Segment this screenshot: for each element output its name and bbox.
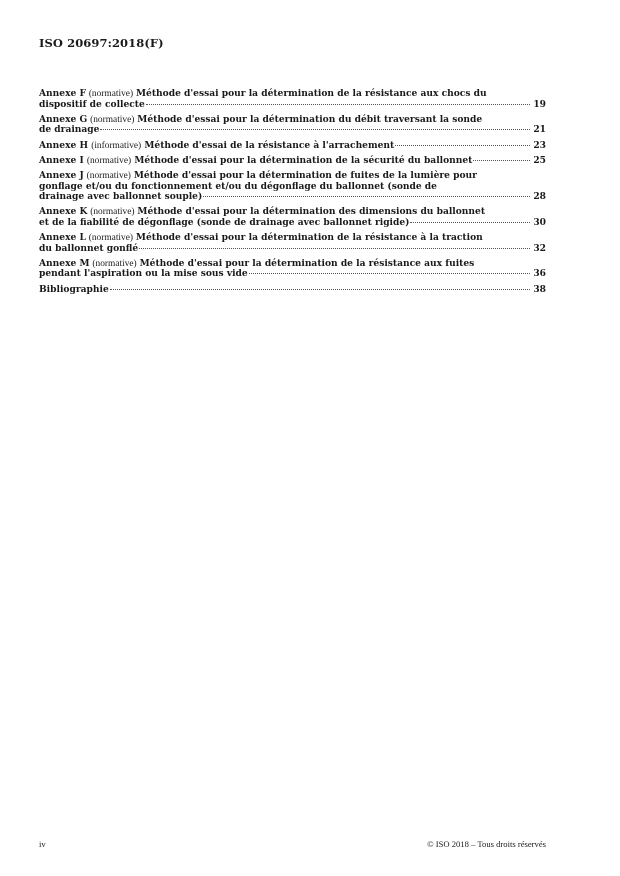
dot-leader (100, 129, 530, 130)
dot-leader (110, 289, 530, 290)
toc-annex-label: Annexe H (39, 139, 89, 151)
toc-annex-kind: (normative) (88, 233, 134, 244)
toc-page-number: 21 (533, 124, 546, 136)
toc-entry[interactable] (39, 171, 546, 203)
toc-entry[interactable] (39, 259, 546, 280)
toc-title-line: Méthode d'essai de la résistance à l'arrachement (144, 139, 395, 151)
toc-annex-label: Annexe J (39, 169, 84, 181)
toc-annex-kind: (normative) (86, 170, 131, 181)
toc-annex-label: Annexe M (39, 257, 90, 269)
toc-annex-kind: (normative) (90, 207, 135, 218)
copyright-notice: © ISO 2018 – Tous droits réservés (427, 839, 546, 849)
toc-title-line: gonflage et/ou du fonctionnement et/ou du dégonflage du ballonnet (sonde de (39, 180, 437, 192)
dot-leader (410, 222, 530, 223)
toc-entry[interactable] (39, 156, 546, 167)
toc-title-line: pendant l'aspiration ou la mise sous vide (39, 268, 248, 280)
toc-entry[interactable] (39, 115, 546, 136)
toc-page-number: 25 (533, 154, 546, 166)
toc-title-line: et de la fiabilité de dégonflage (sonde de drainage avec ballonnet rigide) (39, 216, 410, 228)
toc-entry[interactable] (39, 207, 546, 228)
toc-title-line: Méthode d'essai pour la détermination de la résistance aux fuites (139, 257, 475, 269)
document-id: ISO 20697:2018(F) (39, 36, 164, 50)
dot-leader (139, 248, 530, 249)
dot-leader (146, 104, 530, 105)
dot-leader (395, 145, 530, 146)
toc-page-number: 28 (533, 191, 546, 203)
toc-title-line: dispositif de collecte (39, 98, 145, 110)
toc-entry[interactable] (39, 285, 546, 296)
toc-entry[interactable] (39, 233, 546, 254)
toc-annex-kind: (informative) (91, 140, 142, 151)
dot-leader (473, 160, 530, 161)
toc-title-line: Méthode d'essai pour la détermination de la résistance à la traction (135, 232, 483, 244)
toc-page-number: 19 (533, 98, 546, 110)
toc-title-line: Méthode d'essai pour la détermination du débit traversant la sonde (137, 113, 483, 125)
toc-entry[interactable] (39, 89, 546, 110)
toc-annex-label: Annexe G (39, 113, 88, 125)
toc-title-line: de drainage (39, 124, 100, 136)
dot-leader (249, 273, 530, 274)
page-number: iv (39, 839, 46, 849)
toc-annex-kind: (normative) (90, 114, 135, 125)
toc-annex-label: Annexe F (39, 88, 86, 99)
toc-title-line: Méthode d'essai pour la détermination de la sécurité du ballonnet (134, 154, 473, 166)
toc-annex-kind: (normative) (88, 89, 134, 99)
toc-page-number: 30 (533, 216, 546, 228)
toc-page-number: 36 (533, 268, 546, 280)
toc-page-number: 38 (533, 283, 546, 295)
toc-annex-kind: (normative) (86, 155, 132, 166)
toc-title-line: Méthode d'essai pour la détermination de la résistance aux chocs du (135, 88, 487, 99)
toc-title-line: drainage avec ballonnet souple) (39, 191, 203, 203)
toc-entry[interactable] (39, 141, 546, 152)
toc-annex-label: Annexe K (39, 206, 88, 218)
toc-page-number: 32 (533, 242, 546, 254)
toc-annex-label: Annexe I (39, 154, 84, 166)
table-of-contents (39, 89, 546, 300)
toc-title-line: du ballonnet gonflé (39, 242, 139, 254)
toc-page-number: 23 (533, 139, 546, 151)
toc-annex-label: Annexe L (39, 232, 86, 244)
toc-title-line: Méthode d'essai pour la détermination de fuites de la lumière pour (133, 169, 477, 181)
toc-title-line: Bibliographie (39, 283, 109, 295)
dot-leader (203, 196, 530, 197)
toc-annex-kind: (normative) (92, 258, 137, 269)
toc-title-line: Méthode d'essai pour la détermination des dimensions du ballonnet (137, 206, 486, 218)
